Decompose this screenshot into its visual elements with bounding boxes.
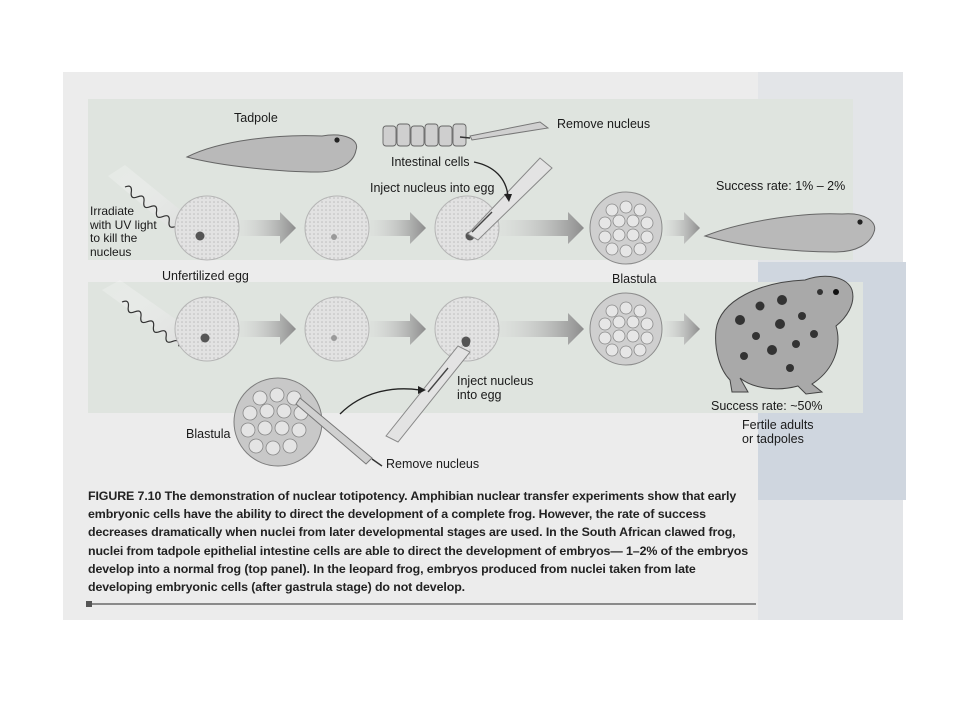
figure-number: FIGURE 7.10 — [88, 489, 162, 503]
egg-enucleated-top — [305, 196, 369, 260]
label-inject-bottom — [457, 374, 533, 402]
figure-caption — [88, 487, 756, 596]
caption-text: The demonstration of nuclear totipotency. Amphibian nuclear transfer experiments show that early embryonic cells have the ability to direct the development of a complete frog. However, the rate of success decreases dramatically when nuclei from later developmental stages are used. In the South African clawed frog, nuclei from tadpole epithelial intestine cells are able to direct the development of embryos— 1–2% of the embryos develop into a normal frog (top panel). In the leopard frog, embryos produced from nuclei taken from late developing embryonic cells (after gastrula stage) do not develop. — [88, 489, 749, 595]
label-success-top: Success rate: 1% – 2% — [716, 179, 846, 193]
label-unfertilized-egg: Unfertilized egg — [162, 269, 249, 283]
label-inject-bottom-line-1: Inject nucleus — [457, 374, 534, 388]
label-irradiate-line-3: to kill the — [90, 231, 138, 245]
label-irradiate-line-4: nucleus — [90, 244, 132, 259]
label-fertile — [742, 418, 814, 446]
label-inject-top: Inject nucleus into egg — [370, 181, 495, 195]
label-blastula-bottom: Blastula — [186, 427, 231, 441]
label-inject-bottom-line-2: into egg — [457, 388, 502, 402]
label-remove-nucleus-bottom: Remove nucleus — [386, 457, 480, 471]
egg-irradiated-top — [175, 196, 239, 260]
blastula-bottom-result — [590, 293, 662, 365]
blastula-top — [590, 192, 662, 264]
blastula-bottom-donor — [234, 378, 322, 466]
label-irradiate-line-1: Irradiate — [90, 204, 135, 218]
label-blastula-top: Blastula — [612, 272, 657, 286]
caption-rule — [88, 603, 756, 605]
label-irradiate-line-2: with UV light — [90, 217, 157, 232]
label-remove-nucleus-top: Remove nucleus — [557, 117, 651, 131]
label-success-bottom: Success rate: ~50% — [711, 399, 823, 413]
caption-rule-marker — [86, 601, 92, 607]
label-intestinal-cells: Intestinal cells — [391, 155, 470, 169]
egg-enucleated-bottom — [305, 297, 369, 361]
label-tadpole: Tadpole — [234, 111, 278, 125]
label-fertile-line-1: Fertile adults — [742, 418, 814, 432]
egg-irradiated-bottom — [175, 297, 239, 361]
label-irradiate — [90, 205, 157, 259]
label-fertile-line-2: or tadpoles — [742, 432, 804, 446]
